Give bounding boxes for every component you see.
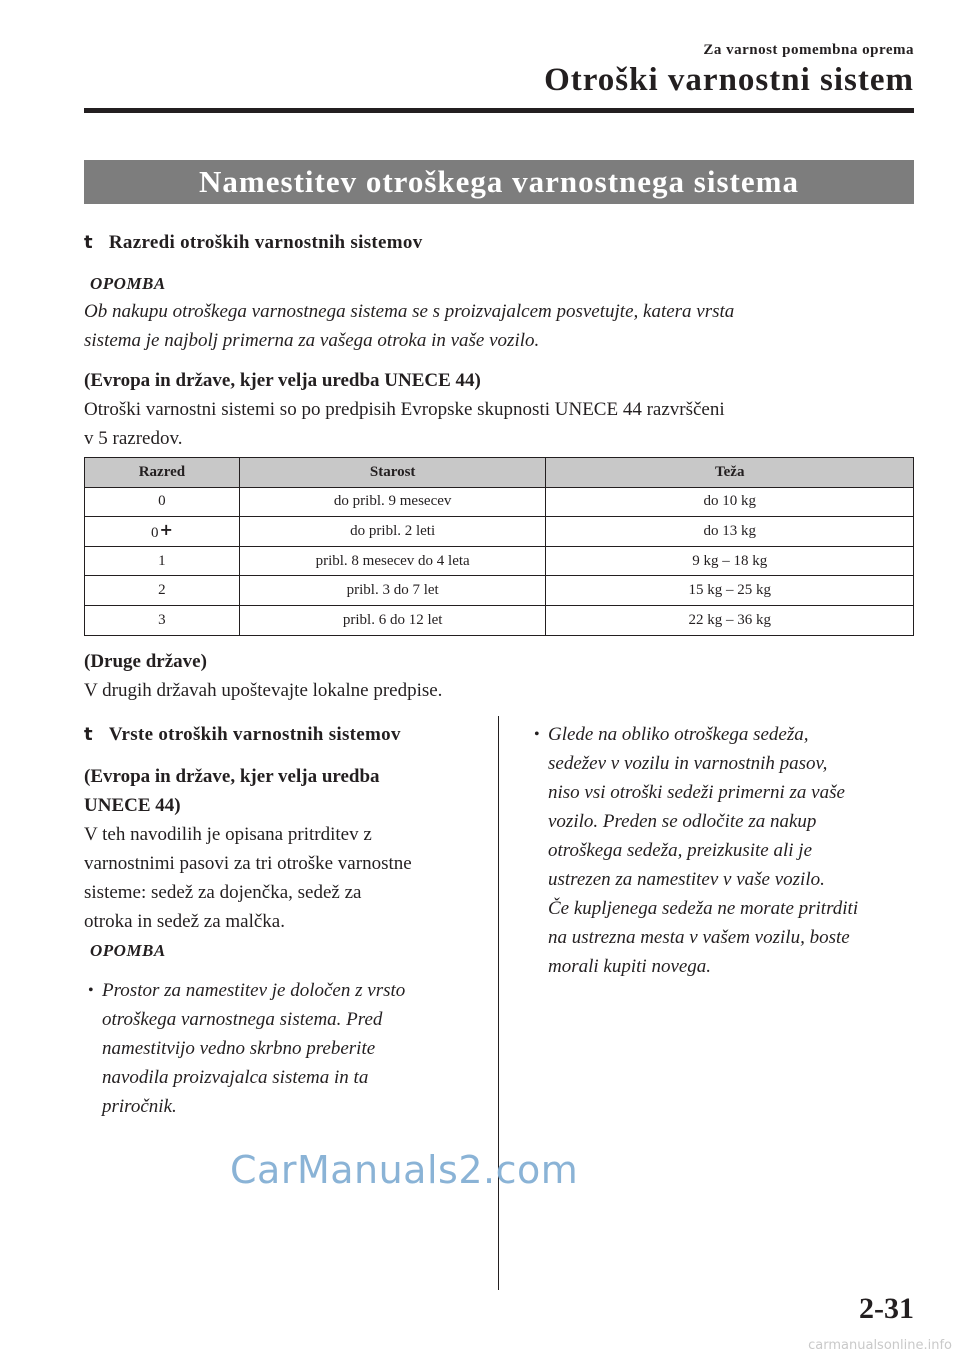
plus-icon: +	[159, 520, 173, 540]
note-bullet-item	[534, 720, 859, 981]
cell-class	[85, 517, 240, 547]
section-bullet-icon: t	[84, 724, 93, 745]
section1-heading-row	[84, 232, 423, 254]
cell-weight: 15 kg – 25 kg	[546, 576, 914, 606]
europe-heading-line: UNECE 44)	[84, 795, 181, 816]
col-header-weight: Teža	[546, 458, 914, 488]
header-rule	[84, 108, 914, 113]
note-paragraph	[84, 297, 734, 355]
table-header-row	[85, 458, 914, 488]
note-bullet-item	[88, 976, 406, 1121]
cell-age: pribl. 6 do 12 let	[239, 605, 546, 635]
body-line: otroka in sedež za malčka.	[84, 911, 285, 932]
class-table	[84, 457, 914, 636]
running-header-section: Za varnost pomembna oprema	[703, 42, 914, 58]
cell-class-value: 0	[150, 525, 159, 542]
section-banner: Namestitev otroškega varnostnega sistema	[84, 160, 914, 204]
bullet-line: otroškega sedeža, preizkusite ali je	[548, 840, 813, 861]
table-row	[85, 605, 914, 635]
footer-watermark: carmanualsonline.info	[808, 1338, 952, 1353]
note-label: OPOMBA	[90, 941, 166, 960]
bullet-line: Prostor za namestitev je določen z vrsto	[102, 980, 406, 1001]
bullet-line: ustrezen za namestitev v vaše vozilo.	[548, 869, 825, 890]
cell-weight: 9 kg – 18 kg	[546, 546, 914, 576]
column-divider	[498, 716, 499, 1290]
bullet-line: navodila proizvajalca sistema in ta	[102, 1067, 369, 1088]
cell-class: 2	[85, 576, 240, 606]
cell-age: pribl. 8 mesecev do 4 leta	[239, 546, 546, 576]
note-label: OPOMBA	[90, 274, 166, 293]
cell-weight: do 13 kg	[546, 517, 914, 547]
europe-heading-line: (Evropa in države, kjer velja uredba	[84, 766, 380, 787]
bullet-line: morali kupiti novega.	[548, 956, 712, 977]
running-header-chapter: Otroški varnostni sistem	[544, 62, 914, 98]
watermark-logo: CarManuals2.com	[230, 1148, 579, 1192]
other-countries-text: V drugih državah upoštevajte lokalne predpise.	[84, 680, 443, 701]
section2-body	[84, 820, 412, 936]
note-line: Ob nakupu otroškega varnostnega sistema se s proizvajalcem posvetujte, katera vrsta	[84, 301, 735, 322]
body-line: varnostnimi pasovi za tri otroške varnostne	[84, 853, 412, 874]
cell-class: 0	[85, 487, 240, 517]
bullet-line: Glede na obliko otroškega sedeža,	[548, 724, 809, 745]
bullet-line: namestitvijo vedno skrbno preberite	[102, 1038, 376, 1059]
section2-heading-row	[84, 724, 401, 746]
europe-heading: (Evropa in države, kjer velja uredba UNECE 44)	[84, 370, 481, 391]
body-line: V teh navodilih je opisana pritrditev z	[84, 824, 372, 845]
bullet-line: vozilo. Preden se odločite za nakup	[548, 811, 817, 832]
page-number: 2-31	[859, 1292, 914, 1325]
bullet-line: otroškega varnostnega sistema. Pred	[102, 1009, 383, 1030]
cell-weight: 22 kg – 36 kg	[546, 605, 914, 635]
cell-age: pribl. 3 do 7 let	[239, 576, 546, 606]
bullet-dot-icon: •	[534, 726, 540, 743]
section2-europe-heading	[84, 762, 380, 820]
section2-heading: Vrste otroških varnostnih sistemov	[108, 724, 401, 745]
europe-paragraph	[84, 395, 725, 453]
table-row	[85, 546, 914, 576]
cell-class: 3	[85, 605, 240, 635]
bullet-dot-icon: •	[88, 982, 94, 999]
section1-heading: Razredi otroških varnostnih sistemov	[108, 232, 423, 253]
bullet-line: Če kupljenega sedeža ne morate pritrditi	[548, 898, 859, 919]
bullet-line: na ustrezna mesta v vašem vozilu, boste	[548, 927, 850, 948]
europe-line: Otroški varnostni sistemi so po predpisih Evropske skupnosti UNECE 44 razvrščeni	[84, 399, 725, 420]
col-header-class: Razred	[85, 458, 240, 488]
cell-age: do pribl. 9 mesecev	[239, 487, 546, 517]
table-row	[85, 576, 914, 606]
bullet-line: sedežev v vozilu in varnostnih pasov,	[548, 753, 828, 774]
europe-line: v 5 razredov.	[84, 428, 183, 449]
table-row	[85, 517, 914, 547]
body-line: sisteme: sedež za dojenčka, sedež za	[84, 882, 362, 903]
col-header-age: Starost	[239, 458, 546, 488]
cell-weight: do 10 kg	[546, 487, 914, 517]
cell-class: 1	[85, 546, 240, 576]
bullet-line: niso vsi otroški sedeži primerni za vaše	[548, 782, 845, 803]
other-countries-heading: (Druge države)	[84, 651, 207, 672]
section-bullet-icon: t	[84, 232, 93, 253]
bullet-line: priročnik.	[102, 1096, 177, 1117]
cell-age: do pribl. 2 leti	[239, 517, 546, 547]
note-line: sistema je najbolj primerna za vašega otroka in vaše vozilo.	[84, 330, 540, 351]
table-row	[85, 487, 914, 517]
